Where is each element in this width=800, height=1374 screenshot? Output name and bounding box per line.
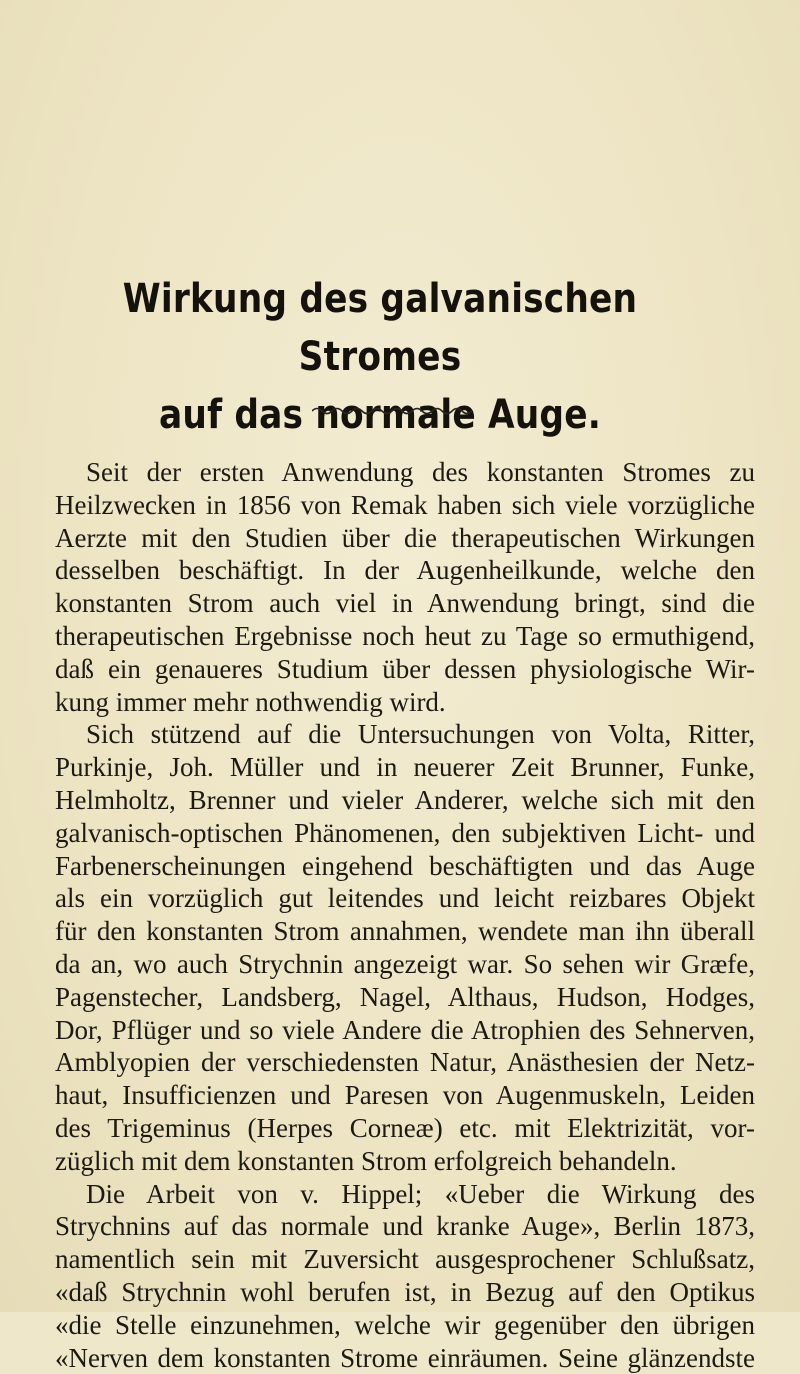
text-line: daß ein genaueres Studium über dessen physiologische Wir- <box>55 653 755 684</box>
title-line-2: auf das normale Auge. <box>159 392 601 438</box>
wavy-line-ornament-icon <box>312 404 472 418</box>
text-line: Farbenerscheinungen eingehend beschäftigten und das Auge <box>55 850 755 881</box>
text-line: da an, wo auch Strychnin angezeigt war. So sehen wir Græfe, <box>55 948 755 979</box>
text-line: Seit der ersten Anwendung des konstanten Stromes zu <box>86 457 755 487</box>
text-line: desselben beschäftigt. In der Augenheilkunde, welche den <box>55 555 755 586</box>
text-line: haut, Insufficienzen und Paresen von Augenmuskeln, Leiden <box>55 1080 755 1111</box>
text-line: Dor, Pflüger und so viele Andere die Atrophien des Sehnerven, <box>55 1014 755 1045</box>
text-line: konstanten Strom auch viel in Anwendung bringt, sind die <box>55 588 755 619</box>
text-line: Strychnins auf das normale und kranke Auge», Berlin 1873, <box>55 1211 755 1242</box>
text-line: Purkinje, Joh. Müller und in neuerer Zeit Brunner, Funke, <box>55 752 755 783</box>
text-line: «die Stelle einzunehmen, welche wir gegenüber den übrigen <box>55 1309 755 1340</box>
text-line: galvanisch-optischen Phänomenen, den subjektiven Licht- und <box>55 817 755 848</box>
text-line: kung immer mehr nothwendig wird. <box>55 686 446 717</box>
text-line: für den konstanten Strom annahmen, wendete man ihn überall <box>55 916 755 947</box>
text-line: Heilzwecken in 1856 von Remak haben sich viele vorzügliche <box>55 489 755 520</box>
text-line: Helmholtz, Brenner und vieler Anderer, welche sich mit den <box>55 784 755 815</box>
text-line: Die Arbeit von v. Hippel; «Ueber die Wirkung des <box>86 1178 755 1209</box>
text-line: Pagenstecher, Landsberg, Nagel, Althaus, Hudson, Hodges, <box>55 981 755 1012</box>
text-line: des Trigeminus (Herpes Corneæ) etc. mit Elektrizität, vor- <box>55 1112 755 1143</box>
text-line: «daß Strychnin wohl berufen ist, in Bezug auf den Optikus <box>55 1276 755 1307</box>
text-line: Sich stützend auf die Untersuchungen von Volta, Ritter, <box>86 719 755 750</box>
text-line: Aerzte mit den Studien über die therapeutischen Wirkungen <box>55 522 755 553</box>
text-line: «Nerven dem konstanten Strome einräumen. Seine glänzendste <box>55 1342 755 1373</box>
title-line-1: Wirkung des galvanischen Stromes <box>122 276 638 380</box>
body-text <box>55 456 755 1374</box>
text-line: therapeutischen Ergebnisse noch heut zu Tage so ermuthigend, <box>55 620 755 651</box>
text-line: namentlich sein mit Zuversicht ausgesprochener Schlußsatz, <box>55 1244 755 1275</box>
text-line: als ein vorzüglich gut leitendes und leicht reizbares Objekt <box>55 883 755 914</box>
text-line: züglich mit dem konstanten Strom erfolgreich behandeln. <box>55 1145 677 1176</box>
text-line: Amblyopien der verschiedensten Natur, Anästhesien der Netz- <box>55 1047 755 1078</box>
